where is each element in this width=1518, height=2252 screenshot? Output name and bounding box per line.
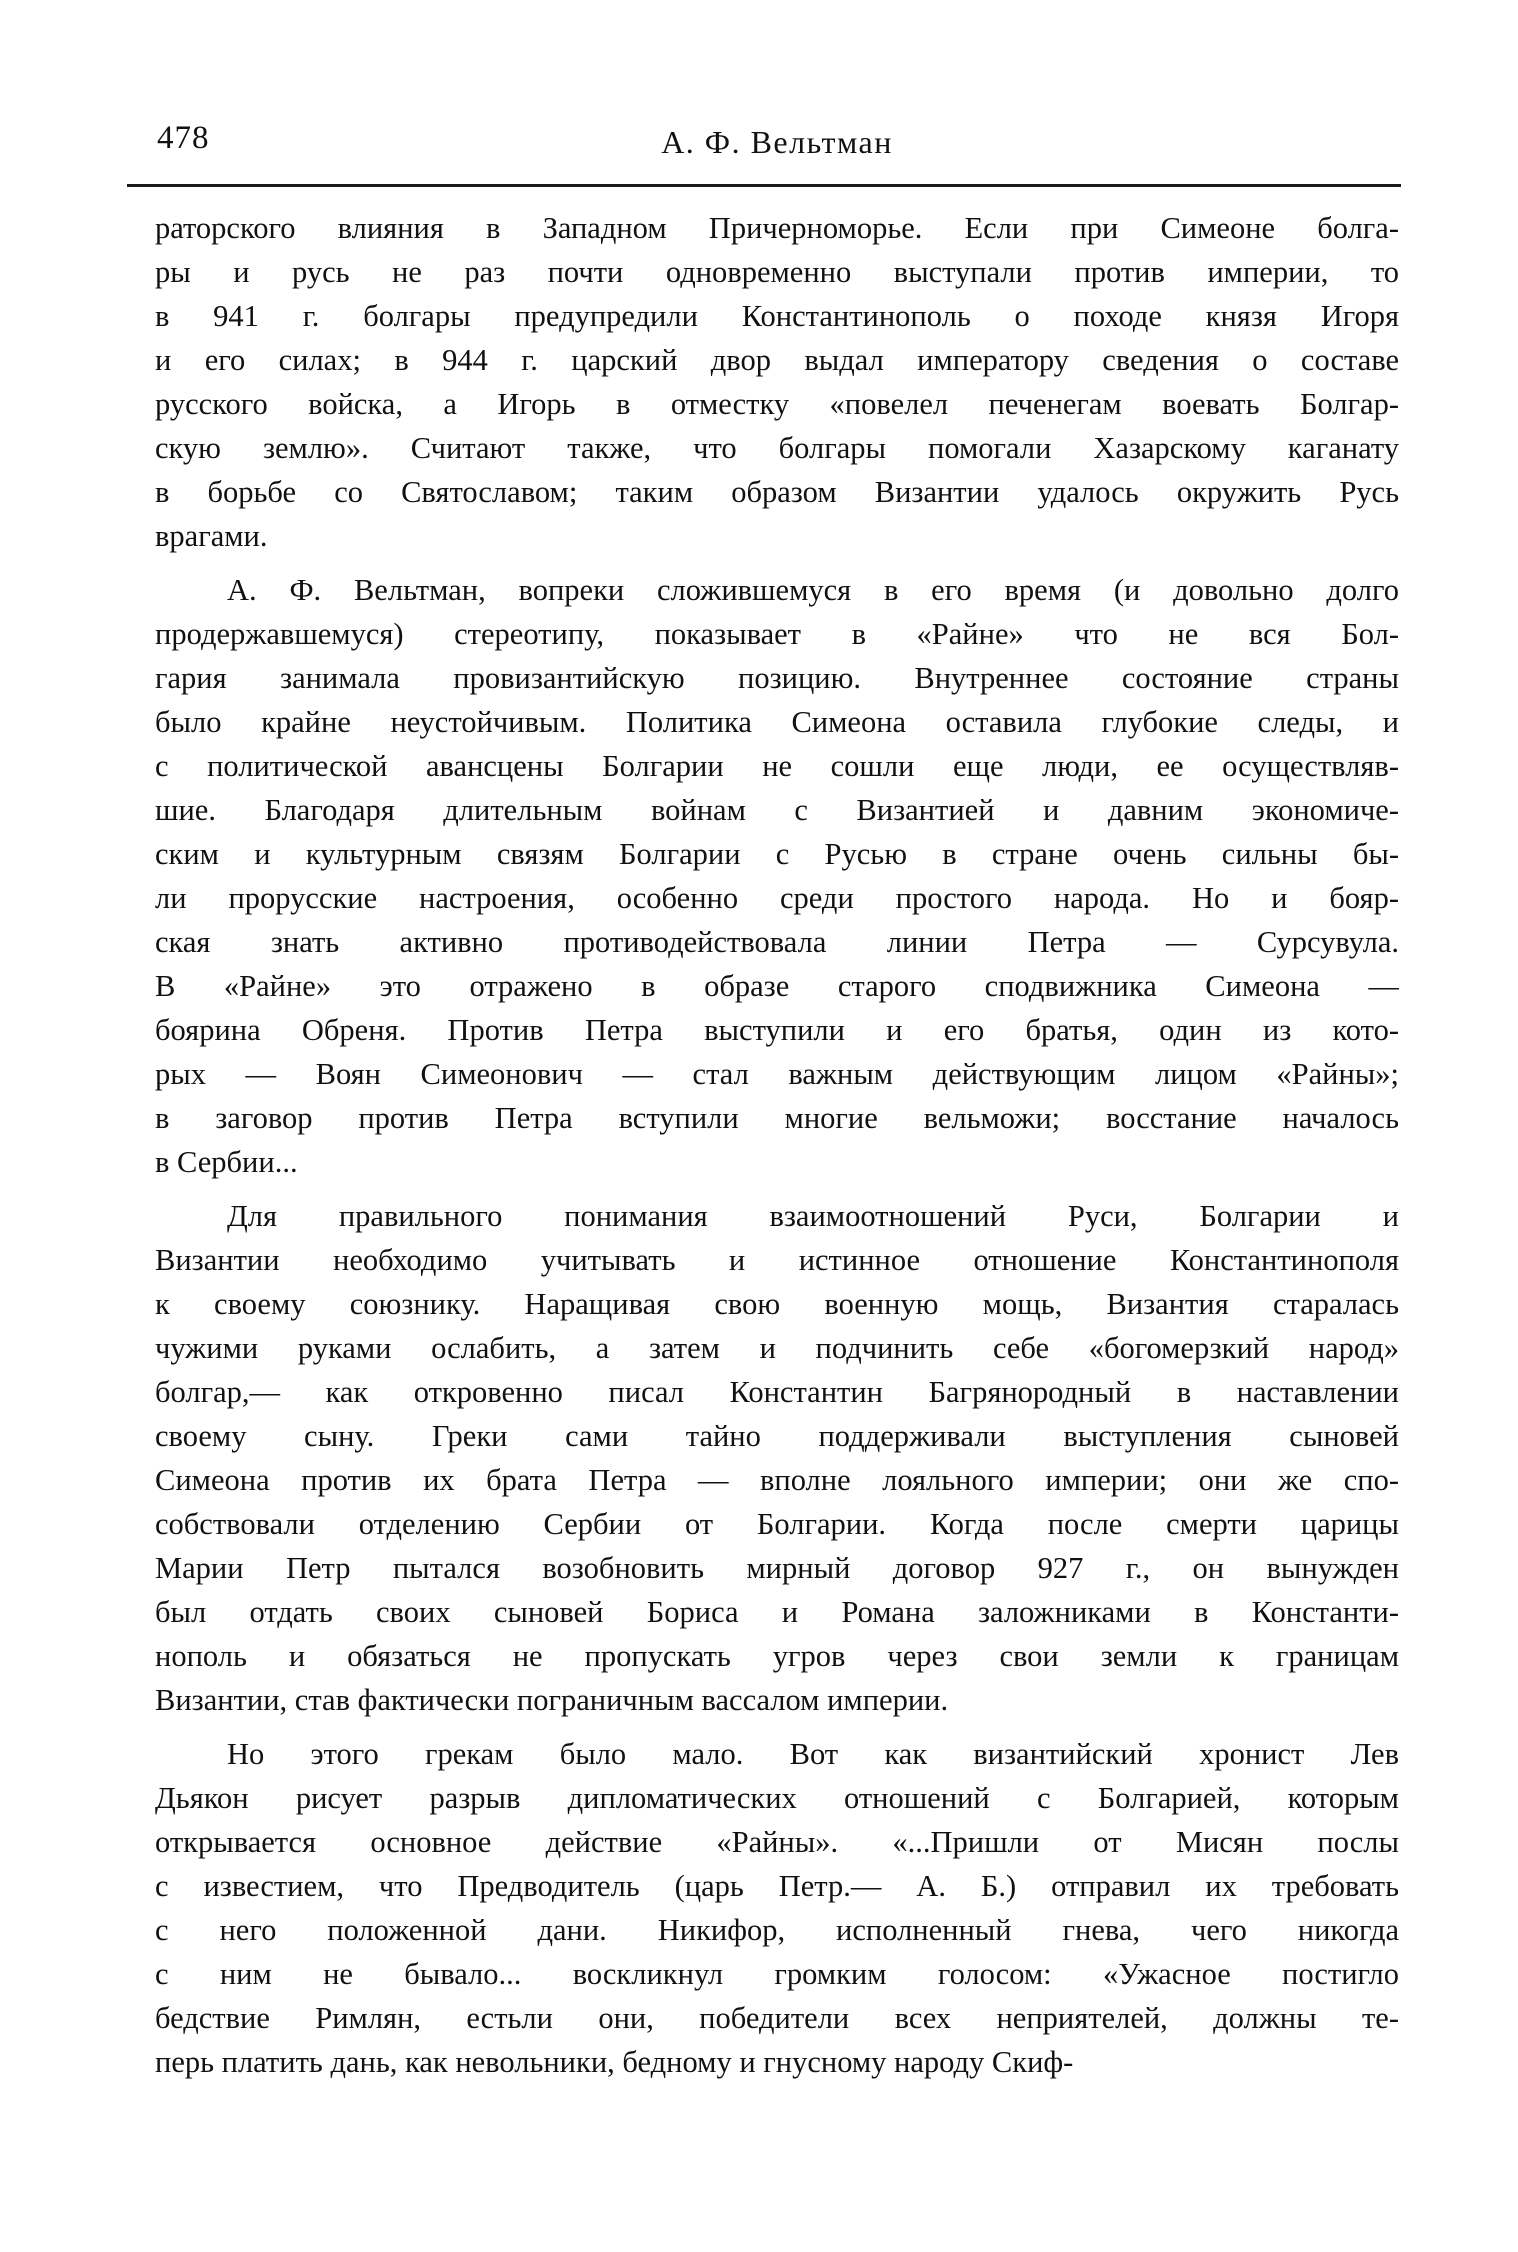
text-line: раторского влияния в Западном Причерноморье. Если при Симеоне болга- [155, 211, 1399, 245]
body-text [155, 206, 1399, 2086]
text-line: Для правильного понимания взаимоотношений Руси, Болгарии и [227, 1199, 1399, 1233]
text-line: перь платить дань, как невольники, бедному и гнусному народу Скиф- [155, 2045, 1074, 2079]
text-line: с ним не бывало... воскликнул громким голосом: «Ужасное постигло [155, 1957, 1399, 1991]
paragraph [155, 1194, 1399, 1722]
text-line: ры и русь не раз почти одновременно выступали против империи, то [155, 255, 1399, 289]
text-line: рых — Воян Симеонович — стал важным действующим лицом «Райны»; [155, 1057, 1399, 1091]
text-line: ским и культурным связям Болгарии с Русью в стране очень сильны бы- [155, 837, 1399, 871]
text-line: гария занимала провизантийскую позицию. Внутреннее состояние страны [155, 661, 1399, 695]
text-line: и его силах; в 944 г. царский двор выдал императору сведения о составе [155, 343, 1399, 377]
text-line: в заговор против Петра вступили многие вельможи; восстание началось [155, 1101, 1399, 1135]
text-line: в борьбе со Святославом; таким образом Византии удалось окружить Русь [155, 475, 1399, 509]
text-line: А. Ф. Вельтман, вопреки сложившемуся в его время (и довольно долго [227, 573, 1399, 607]
text-line: собствовали отделению Сербии от Болгарии. Когда после смерти царицы [155, 1507, 1399, 1541]
text-line: с него положенной дани. Никифор, исполненный гнева, чего никогда [155, 1913, 1399, 1947]
paragraph [155, 568, 1399, 1184]
text-line: с политической авансцены Болгарии не сошли еще люди, ее осуществляв- [155, 749, 1399, 783]
text-line: к своему союзнику. Наращивая свою военную мощь, Византия старалась [155, 1287, 1399, 1321]
text-line: Марии Петр пытался возобновить мирный договор 927 г., он вынужден [155, 1551, 1399, 1585]
text-line: был отдать своих сыновей Бориса и Романа заложниками в Константи- [155, 1595, 1399, 1629]
paragraph [155, 1732, 1399, 2084]
text-line: шие. Благодаря длительным войнам с Византией и давним экономиче- [155, 793, 1399, 827]
text-line: чужими руками ослабить, а затем и подчинить себе «богомерзкий народ» [155, 1331, 1399, 1365]
text-line: врагами. [155, 519, 268, 553]
text-line: нополь и обязаться не пропускать угров через свои земли к границам [155, 1639, 1399, 1673]
text-line: скую землю». Считают также, что болгары помогали Хазарскому каганату [155, 431, 1399, 465]
text-line: своему сыну. Греки сами тайно поддерживали выступления сыновей [155, 1419, 1399, 1453]
text-line: Византии необходимо учитывать и истинное отношение Константинополя [155, 1243, 1399, 1277]
text-line: русского войска, а Игорь в отместку «повелел печенегам воевать Болгар- [155, 387, 1399, 421]
page-number: 478 [157, 120, 210, 156]
text-line: ли прорусские настроения, особенно среди простого народа. Но и бояр- [155, 881, 1399, 915]
page-header [155, 118, 1399, 174]
text-line: боярина Обреня. Против Петра выступили и его братья, один из кото- [155, 1013, 1399, 1047]
paragraph-gap [155, 1184, 1399, 1194]
text-line: В «Райне» это отражено в образе старого сподвижника Симеона — [155, 969, 1399, 1003]
text-line: болгар,— как откровенно писал Константин Багрянородный в наставлении [155, 1375, 1399, 1409]
text-line: ская знать активно противодействовала линии Петра — Сурсувула. [155, 925, 1399, 959]
text-line: открывается основное действие «Райны». «...Пришли от Мисян послы [155, 1825, 1399, 1859]
text-line: Но этого грекам было мало. Вот как византийский хронист Лев [227, 1737, 1399, 1771]
text-line: Византии, став фактически пограничным вассалом империи. [155, 1683, 949, 1717]
text-line: в Сербии... [155, 1145, 298, 1179]
text-line: Дьякон рисует разрыв дипломатических отношений с Болгарией, которым [155, 1781, 1399, 1815]
paragraph-gap [155, 558, 1399, 568]
text-line: в 941 г. болгары предупредили Константинополь о походе князя Игоря [155, 299, 1399, 333]
text-line: бедствие Римлян, естьли они, победители всех неприятелей, должны те- [155, 2001, 1399, 2035]
paragraph [155, 206, 1399, 558]
paragraph-gap [155, 1722, 1399, 1732]
text-line: было крайне неустойчивым. Политика Симеона оставила глубокие следы, и [155, 705, 1399, 739]
text-line: Симеона против их брата Петра — вполне лояльного империи; они же спо- [155, 1463, 1399, 1497]
text-line: продержавшемуся) стереотипу, показывает в «Райне» что не вся Бол- [155, 617, 1399, 651]
text-line: с известием, что Предводитель (царь Петр.— А. Б.) отправил их требовать [155, 1869, 1399, 1903]
header-rule [127, 184, 1401, 187]
running-title: А. Ф. Вельтман [661, 124, 893, 160]
